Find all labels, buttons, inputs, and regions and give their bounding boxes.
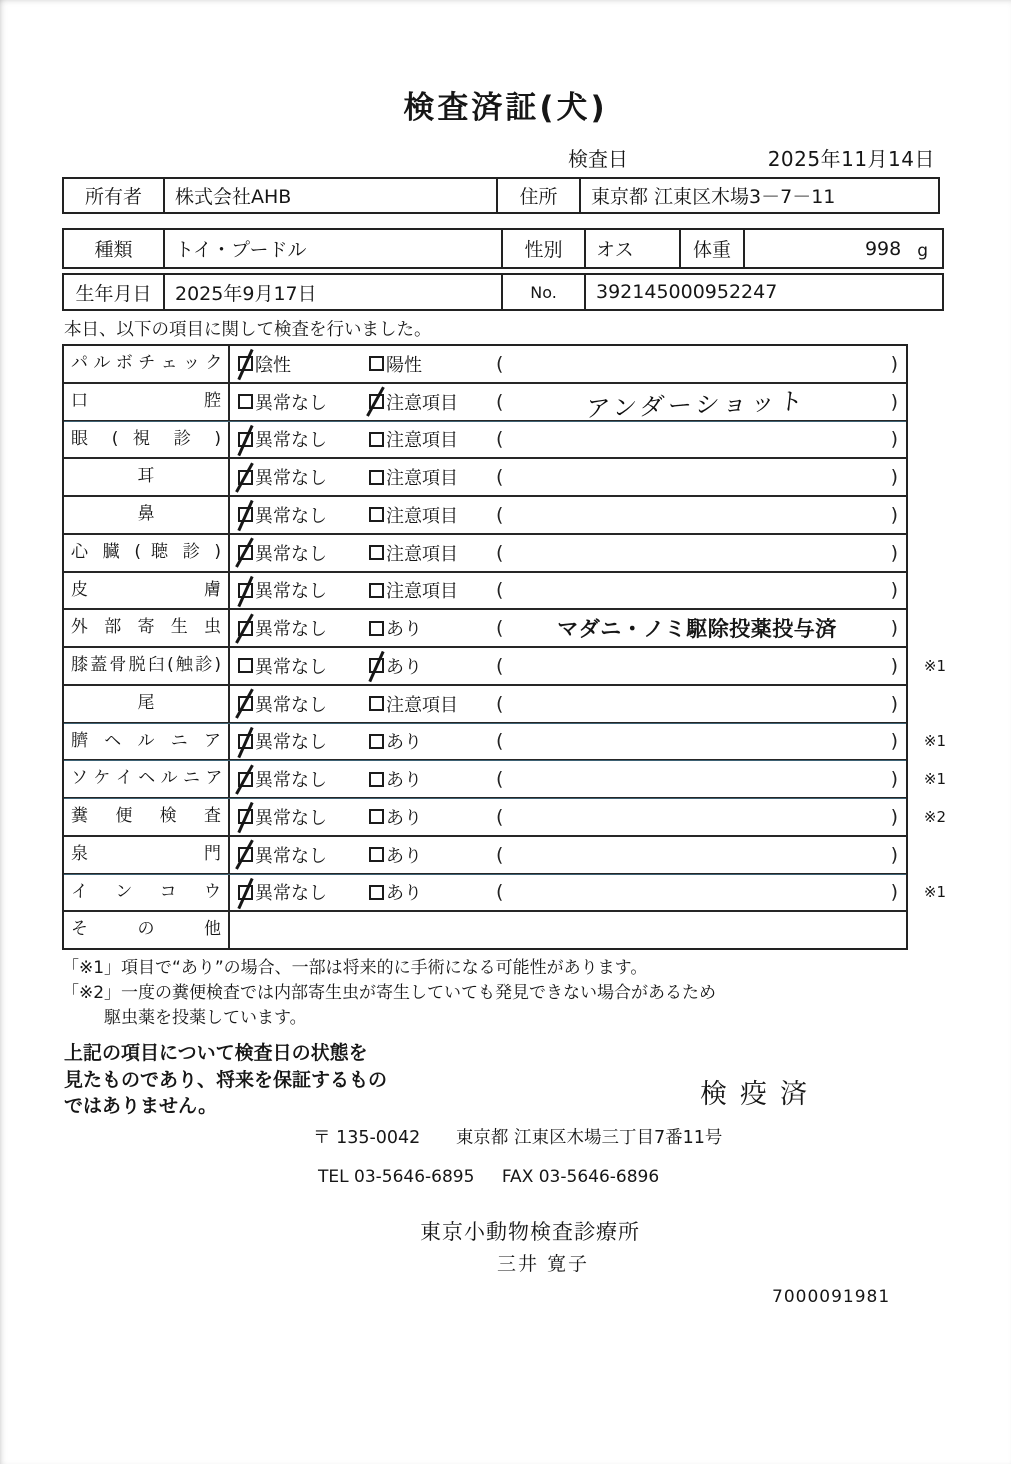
row-label: 皮 膚 (64, 573, 230, 609)
checkbox-checked-icon (238, 772, 253, 787)
note-area (492, 542, 906, 564)
row-content (230, 384, 906, 424)
table-row (64, 459, 906, 497)
row-label: イ ン コ ウ (64, 875, 230, 911)
option-label: 異常なし (255, 845, 327, 867)
option-label: 異常なし (255, 656, 327, 678)
option-opt2 (361, 879, 492, 905)
table-row (64, 724, 946, 762)
checkbox-checked-icon (238, 356, 253, 371)
footnote-2-continued: 駆虫薬を投薬しています。 (104, 1008, 307, 1028)
sex-value: オス (586, 230, 681, 267)
row-label: そ の 他 (64, 912, 230, 948)
close-paren: ) (890, 843, 898, 866)
clinic-postal-code: 〒 135-0042 (313, 1128, 421, 1148)
checkbox-empty-icon (238, 394, 253, 409)
weight-label: 体重 (681, 230, 745, 267)
checkbox-empty-icon (369, 545, 384, 560)
checkbox-empty-icon (369, 885, 384, 900)
option-label: 異常なし (255, 505, 327, 527)
open-paren: ( (496, 843, 504, 866)
checkbox-empty-icon (369, 621, 384, 636)
checkbox-checked-icon (238, 470, 253, 485)
inspection-date-value: 2025年11月14日 (767, 147, 935, 171)
close-paren: ) (890, 541, 898, 564)
option-label: 注意項目 (386, 392, 458, 414)
checkbox-empty-icon (369, 696, 384, 711)
note-area (492, 353, 906, 375)
close-paren: ) (890, 654, 898, 677)
option-opt1 (230, 426, 361, 452)
footnote-2: 「※2」一度の糞便検査では内部寄生虫が寄生していても発見できない場合があるため (62, 983, 717, 1003)
table-row (64, 686, 906, 724)
row-label: 鼻 (64, 497, 230, 533)
footnote-1: 「※1」項目で“あり”の場合、一部は将来的に手術になる可能性があります。 (62, 958, 648, 978)
row-label: 尾 (64, 686, 230, 722)
close-paren: ) (890, 390, 898, 413)
table-row (64, 875, 946, 913)
option-opt1 (230, 766, 361, 792)
close-paren: ) (890, 617, 898, 640)
row-content (230, 912, 906, 948)
option-label: 異常なし (255, 770, 327, 792)
close-paren: ) (890, 428, 898, 451)
row-label: ソ ケ イ ヘ ル ニ ア (64, 761, 230, 797)
option-opt2 (361, 389, 492, 415)
option-opt1 (230, 691, 361, 717)
address-value: 東京都 江東区木場3－7－11 (591, 186, 836, 208)
option-opt1 (230, 577, 361, 603)
row-label: 膝蓋骨脱臼(触診) (64, 648, 230, 684)
option-label: あり (386, 656, 422, 678)
footnote-ref: ※1 (923, 770, 946, 789)
option-opt2 (361, 653, 492, 679)
birthdate-label: 生年月日 (64, 275, 165, 309)
option-label: 注意項目 (386, 543, 458, 565)
footnote-ref: ※1 (923, 732, 946, 751)
table-row (64, 346, 906, 384)
row-content (230, 535, 906, 571)
option-opt1 (230, 502, 361, 528)
row-content (230, 799, 906, 835)
note-area (492, 384, 906, 424)
close-paren: ) (890, 503, 898, 526)
note-area (492, 579, 906, 601)
checkbox-checked-icon (238, 507, 253, 522)
checkbox-checked-icon (238, 583, 253, 598)
pet-info-table (62, 228, 944, 269)
checkbox-checked-icon (369, 394, 384, 409)
option-label: 異常なし (255, 468, 327, 490)
table-row (64, 799, 946, 837)
checkbox-empty-icon (369, 583, 384, 598)
checkbox-empty-icon (369, 356, 384, 371)
checkbox-empty-icon (369, 809, 384, 824)
checkbox-checked-icon (238, 621, 253, 636)
row-label: 臍 ヘ ル ニ ア (64, 724, 230, 760)
open-paren: ( (496, 805, 504, 828)
serial-number: 7000091981 (772, 1287, 891, 1307)
clinic-phone-line (318, 1167, 659, 1187)
row-content (230, 686, 906, 722)
checkbox-checked-icon (238, 696, 253, 711)
option-opt2 (361, 351, 492, 377)
note-area (492, 806, 906, 828)
note-area (492, 881, 906, 903)
note-text: マダニ・ノミ駆除投薬投与済 (557, 617, 837, 642)
id-number-value: 392145000952247 (596, 281, 778, 303)
option-label: 異常なし (255, 807, 327, 829)
option-opt2 (361, 540, 492, 566)
open-paren: ( (496, 428, 504, 451)
option-label: 異常なし (255, 392, 327, 414)
close-paren: ) (890, 881, 898, 904)
checkbox-empty-icon (369, 772, 384, 787)
table-row (64, 610, 906, 648)
breed-value: トイ・プードル (165, 230, 503, 267)
veterinarian-name: 三井 寛子 (497, 1253, 590, 1275)
row-content (230, 875, 906, 911)
footnotes (62, 956, 716, 1031)
owner-table (62, 177, 940, 214)
close-paren: ) (890, 730, 898, 753)
row-content (230, 422, 906, 458)
birthdate-value: 2025年9月17日 (165, 275, 503, 309)
option-label: 異常なし (255, 430, 327, 452)
clinic-name: 東京小動物検査診療所 (420, 1220, 640, 1244)
note-area (492, 613, 906, 643)
option-opt2 (361, 502, 492, 528)
table-row (64, 535, 906, 573)
table-row (64, 422, 906, 460)
weight-value (745, 230, 942, 267)
row-content (230, 610, 906, 646)
checkbox-empty-icon (369, 734, 384, 749)
owner-label: 所有者 (64, 179, 165, 212)
table-row (64, 573, 906, 611)
option-opt1 (230, 879, 361, 905)
open-paren: ( (496, 466, 504, 489)
option-label: あり (386, 883, 422, 905)
option-label: 異常なし (255, 732, 327, 754)
row-label: 外 部 寄 生 虫 (64, 610, 230, 646)
close-paren: ) (890, 579, 898, 602)
clinic-fax: FAX 03-5646-6896 (501, 1167, 660, 1187)
option-opt2 (361, 426, 492, 452)
open-paren: ( (496, 352, 504, 375)
note-area (492, 844, 906, 866)
table-row (64, 912, 906, 948)
row-content (230, 648, 906, 684)
checkbox-checked-icon (238, 847, 253, 862)
weight-unit: g (917, 240, 928, 261)
option-label: 注意項目 (386, 694, 458, 716)
row-content (230, 724, 906, 760)
row-content (230, 761, 906, 797)
option-label: あり (386, 770, 422, 792)
close-paren: ) (890, 352, 898, 375)
open-paren: ( (496, 730, 504, 753)
table-row (64, 497, 906, 535)
table-row (64, 837, 906, 875)
option-opt2 (361, 728, 492, 754)
checkbox-empty-icon (369, 432, 384, 447)
option-opt2 (361, 766, 492, 792)
disclaimer-line-1: 上記の項目について検査日の状態を (64, 1042, 368, 1064)
close-paren: ) (890, 805, 898, 828)
footnote-ref: ※1 (923, 656, 946, 675)
inspection-date-label: 検査日 (568, 147, 628, 171)
intro-sentence: 本日、以下の項目に関して検査を行いました。 (64, 320, 432, 340)
checkbox-checked-icon (238, 809, 253, 824)
open-paren: ( (496, 617, 504, 640)
option-label: あり (386, 619, 422, 641)
open-paren: ( (496, 503, 504, 526)
checkbox-checked-icon (369, 658, 384, 673)
table-row (64, 761, 946, 799)
birth-id-table (62, 273, 944, 311)
option-opt1 (230, 464, 361, 490)
note-text: アンダーショット (584, 387, 809, 424)
open-paren: ( (496, 579, 504, 602)
row-label: 心 臓 ( 聴 診 ) (64, 535, 230, 571)
option-opt1 (230, 351, 361, 377)
option-opt2 (361, 577, 492, 603)
table-row (64, 648, 946, 686)
row-content (230, 346, 906, 382)
clinic-address: 東京都 江東区木場三丁目7番11号 (455, 1128, 723, 1148)
close-paren: ) (890, 768, 898, 791)
option-label: 異常なし (255, 694, 327, 716)
row-content (230, 459, 906, 495)
clinic-address-line (313, 1124, 722, 1149)
option-label: 異常なし (255, 581, 327, 603)
checkbox-empty-icon (369, 847, 384, 862)
open-paren: ( (496, 881, 504, 904)
checkbox-empty-icon (369, 470, 384, 485)
note-area (492, 655, 906, 677)
checkbox-checked-icon (238, 734, 253, 749)
disclaimer-line-3: ではありません。 (64, 1095, 218, 1117)
option-opt1 (230, 842, 361, 868)
page-title: 検査済証(犬) (403, 90, 608, 126)
disclaimer-line-2: 見たものであり、将来を保証するもの (64, 1068, 388, 1091)
disclaimer-paragraph (64, 1040, 387, 1120)
row-label: 眼 ( 視 診 ) (64, 422, 230, 458)
option-opt1 (230, 804, 361, 830)
option-label: あり (386, 807, 422, 829)
close-paren: ) (890, 466, 898, 489)
row-label: 糞 便 検 査 (64, 799, 230, 835)
checkbox-checked-icon (238, 885, 253, 900)
option-label: あり (386, 845, 422, 867)
option-label: 陰性 (255, 354, 291, 376)
open-paren: ( (496, 654, 504, 677)
row-content (230, 573, 906, 609)
option-label: 異常なし (255, 619, 327, 641)
option-label: 注意項目 (386, 468, 458, 490)
row-content (230, 497, 906, 533)
option-label: 異常なし (255, 883, 327, 905)
row-content (230, 837, 906, 873)
owner-value: 株式会社AHB (165, 179, 498, 212)
close-paren: ) (890, 692, 898, 715)
weight-number: 998 (864, 237, 902, 260)
option-opt2 (361, 464, 492, 490)
option-opt1 (230, 728, 361, 754)
inspection-table (62, 344, 946, 950)
row-label: パ ル ボ チ ェ ッ ク (64, 346, 230, 382)
note-area (492, 428, 906, 450)
row-label: 耳 (64, 459, 230, 495)
open-paren: ( (496, 390, 504, 413)
table-row (64, 384, 906, 422)
checkbox-checked-icon (238, 432, 253, 447)
option-opt1 (230, 540, 361, 566)
option-opt2 (361, 615, 492, 641)
option-opt2 (361, 842, 492, 868)
sex-label: 性別 (503, 230, 586, 267)
note-area (492, 730, 906, 752)
note-area (492, 768, 906, 790)
option-opt1 (230, 653, 361, 679)
option-label: あり (386, 732, 422, 754)
checkbox-empty-icon (238, 658, 253, 673)
option-label: 陽性 (386, 354, 422, 376)
option-label: 注意項目 (386, 430, 458, 452)
option-opt1 (230, 389, 361, 415)
checkbox-empty-icon (369, 507, 384, 522)
note-area (492, 504, 906, 526)
option-label: 注意項目 (386, 505, 458, 527)
clinic-tel: TEL 03-5646-6895 (318, 1167, 475, 1187)
open-paren: ( (496, 768, 504, 791)
open-paren: ( (496, 692, 504, 715)
option-opt2 (361, 804, 492, 830)
id-number-label: No. (503, 275, 586, 309)
note-area (492, 466, 906, 488)
footnote-ref: ※2 (923, 807, 946, 826)
option-label: 注意項目 (386, 581, 458, 603)
footnote-ref: ※1 (923, 883, 946, 902)
row-label: 口 腔 (64, 384, 230, 420)
option-opt1 (230, 615, 361, 641)
checkbox-checked-icon (238, 545, 253, 560)
open-paren: ( (496, 541, 504, 564)
option-label: 異常なし (255, 543, 327, 565)
address-label: 住所 (498, 179, 581, 212)
option-opt2 (361, 691, 492, 717)
quarantine-passed-stamp: 検疫済 (700, 1079, 820, 1110)
breed-label: 種類 (64, 230, 165, 267)
note-area (492, 693, 906, 715)
row-label: 泉 門 (64, 837, 230, 873)
